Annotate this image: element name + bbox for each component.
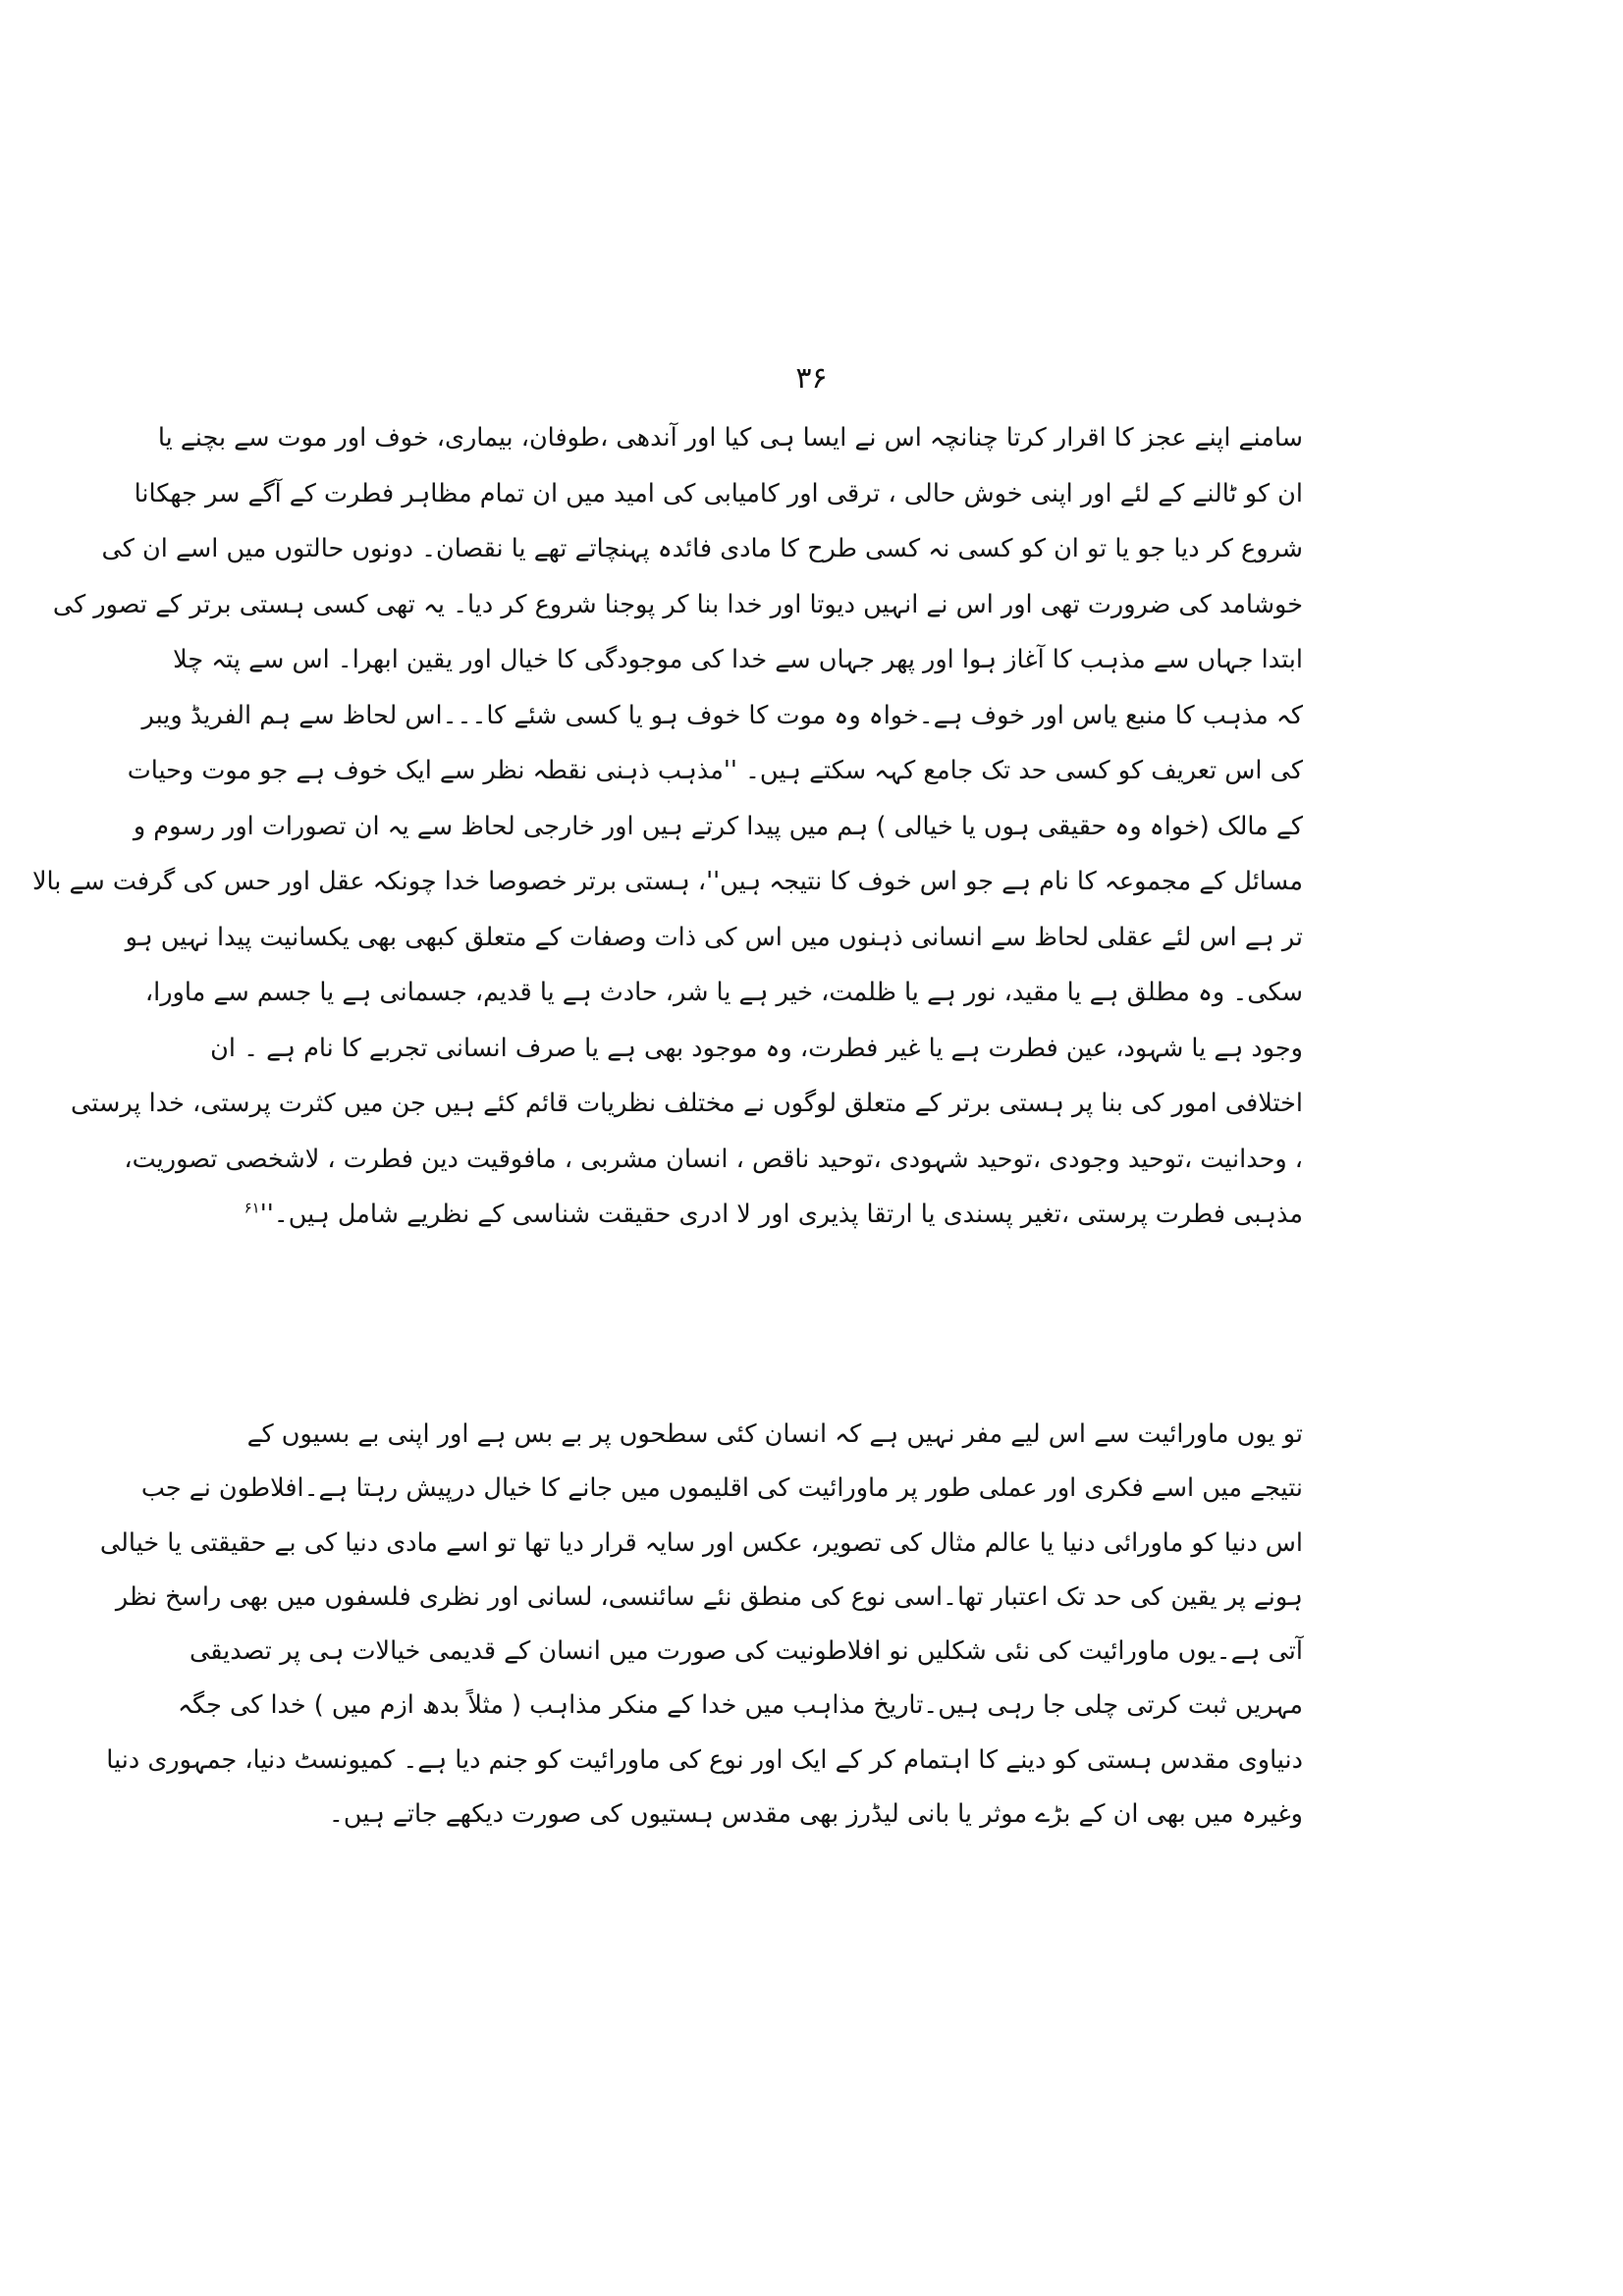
text-line: آتی ہے۔یوں ماورائیت کی نئی شکلیں نو افلاطونیت کی صورت میں انسان کے قدیمی خیالات ہی پر تصدیقی — [189, 1636, 1303, 1667]
text-line: خوشامد کی ضرورت تھی اور اس نے انہیں دیوتا اور خدا بنا کر پوجنا شروع کر دیا۔ یہ تھی کسی ہستی برتر کے تصور کی — [52, 589, 1303, 619]
footnote-reference: ۶۱ — [243, 1199, 260, 1217]
text-line: دنیاوی مقدس ہستی کو دینے کا اہتمام کر کے ایک اور نوع کی ماورائیت کو جنم دیا ہے۔ کمیونسٹ دنیا، جمہوری دنیا — [106, 1744, 1303, 1775]
text-line: تر ہے اس لئے عقلی لحاظ سے انسانی ذہنوں میں اس کی ذات وصفات کے متعلق کبھی بھی یکسانیت پیدا نہیں ہو — [125, 922, 1303, 952]
text-line: اس دنیا کو ماورائی دنیا یا عالم مثال کی تصویر، عکس اور سایہ قرار دیا تھا تو اسے مادی دنیا کی بے حقیقتی یا خیالی — [99, 1527, 1303, 1558]
text-line: اختلافی امور کی بنا پر ہستی برتر کے متعلق لوگوں نے مختلف نظریات قائم کئے ہیں جن میں کثرت پرستی، خدا پرستی — [71, 1089, 1303, 1118]
text-line: نتیجے میں اسے فکری اور عملی طور پر ماورائیت کی اقلیموں میں جانے کا خیال درپیش رہتا ہے۔افلاطون نے جب — [140, 1473, 1303, 1504]
paragraph-2 — [99, 1408, 1303, 1842]
text-line-last: وغیرہ میں بھی ان کے بڑے موثر یا بانی لیڈرز بھی مقدس ہستیوں کی صورت دیکھے جاتے ہیں۔ — [328, 1799, 1303, 1830]
text-line: شروع کر دیا جو یا تو ان کو کسی نہ کسی طرح کا مادی فائدہ پہنچاتے تھے یا نقصان۔ دونوں حالتوں میں اسے ان کی — [101, 534, 1303, 563]
text-line: کے مالک (خواہ وہ حقیقی ہوں یا خیالی ) ہم میں پیدا کرتے ہیں اور خارجی لحاظ سے یہ ان تصورات اور رسوم و — [133, 811, 1303, 841]
text-line: تو یوں ماورائیت سے اس لیے مفر نہیں ہے کہ انسان کئی سطحوں پر بے بس ہے اور اپنی بے بسیوں کے — [246, 1419, 1303, 1449]
text-line: مہریں ثبت کرتی چلی جا رہی ہیں۔تاریخ مذاہب میں خدا کے منکر مذاہب ( مثلاً بدھ ازم میں ) خدا کی جگہ — [178, 1690, 1303, 1721]
text-line: ان کو ٹالنے کے لئے اور اپنی خوش حالی ، ترقی اور کامیابی کی امید میں ان تمام مظاہر فطرت کے آگے سر جھکانا — [134, 478, 1303, 508]
text-line: سکی۔ وہ مطلق ہے یا مقید، نور ہے یا ظلمت، خیر ہے یا شر، حادث ہے یا قدیم، جسمانی ہے یا جسم سے ماورا، — [144, 978, 1303, 1007]
text-line-last — [243, 1187, 1303, 1243]
text-line: ، وحدانیت ،توحید وجودی ،توحید شہودی ،توحید ناقص ، انسان مشربی ، مافوقیت دین فطرت ، لاشخصی تصوریت، — [124, 1144, 1303, 1174]
text-line-content: مذہبی فطرت پرستی ،تغیر پسندی یا ارتقا پذیری اور لا ادری حقیقت شناسی کے نظریے شامل ہیں۔'' — [259, 1200, 1303, 1229]
text-line: ابتدا جہاں سے مذہب کا آغاز ہوا اور پھر جہاں سے خدا کی موجودگی کا خیال اور یقین ابھرا۔ اس سے پتہ چلا — [173, 645, 1303, 674]
paragraph-1 — [31, 410, 1303, 1243]
text-line: کی اس تعریف کو کسی حد تک جامع کہہ سکتے ہیں۔ ''مذہب ذہنی نقطہ نظر سے ایک خوف ہے جو موت وحیات — [127, 756, 1303, 785]
text-line: سامنے اپنے عجز کا اقرار کرتا چنانچہ اس نے ایسا ہی کیا اور آندھی ،طوفان، بیماری، خوف اور موت سے بچنے یا — [157, 423, 1303, 453]
text-line: وجود ہے یا شہود، عین فطرت ہے یا غیر فطرت، وہ موجود بھی ہے یا صرف انسانی تجربے کا نام ہے ۔ ان — [210, 1033, 1303, 1063]
page-number: ۳۶ — [795, 361, 828, 396]
text-line: کہ مذہب کا منبع یاس اور خوف ہے۔خواہ وہ موت کا خوف ہو یا کسی شئے کا۔۔۔اس لحاظ سے ہم الفریڈ ویبر — [141, 700, 1303, 730]
text-line: ہونے پر یقین کی حد تک اعتبار تھا۔اسی نوع کی منطق نئے سائنسی، لسانی اور نظری فلسفوں میں بھی راسخ نظر — [115, 1581, 1303, 1612]
text-line: مسائل کے مجموعہ کا نام ہے جو اس خوف کا نتیجہ ہیں''، ہستی برتر خصوصا خدا چونکہ عقل اور حس کی گرفت سے بالا — [31, 867, 1303, 896]
